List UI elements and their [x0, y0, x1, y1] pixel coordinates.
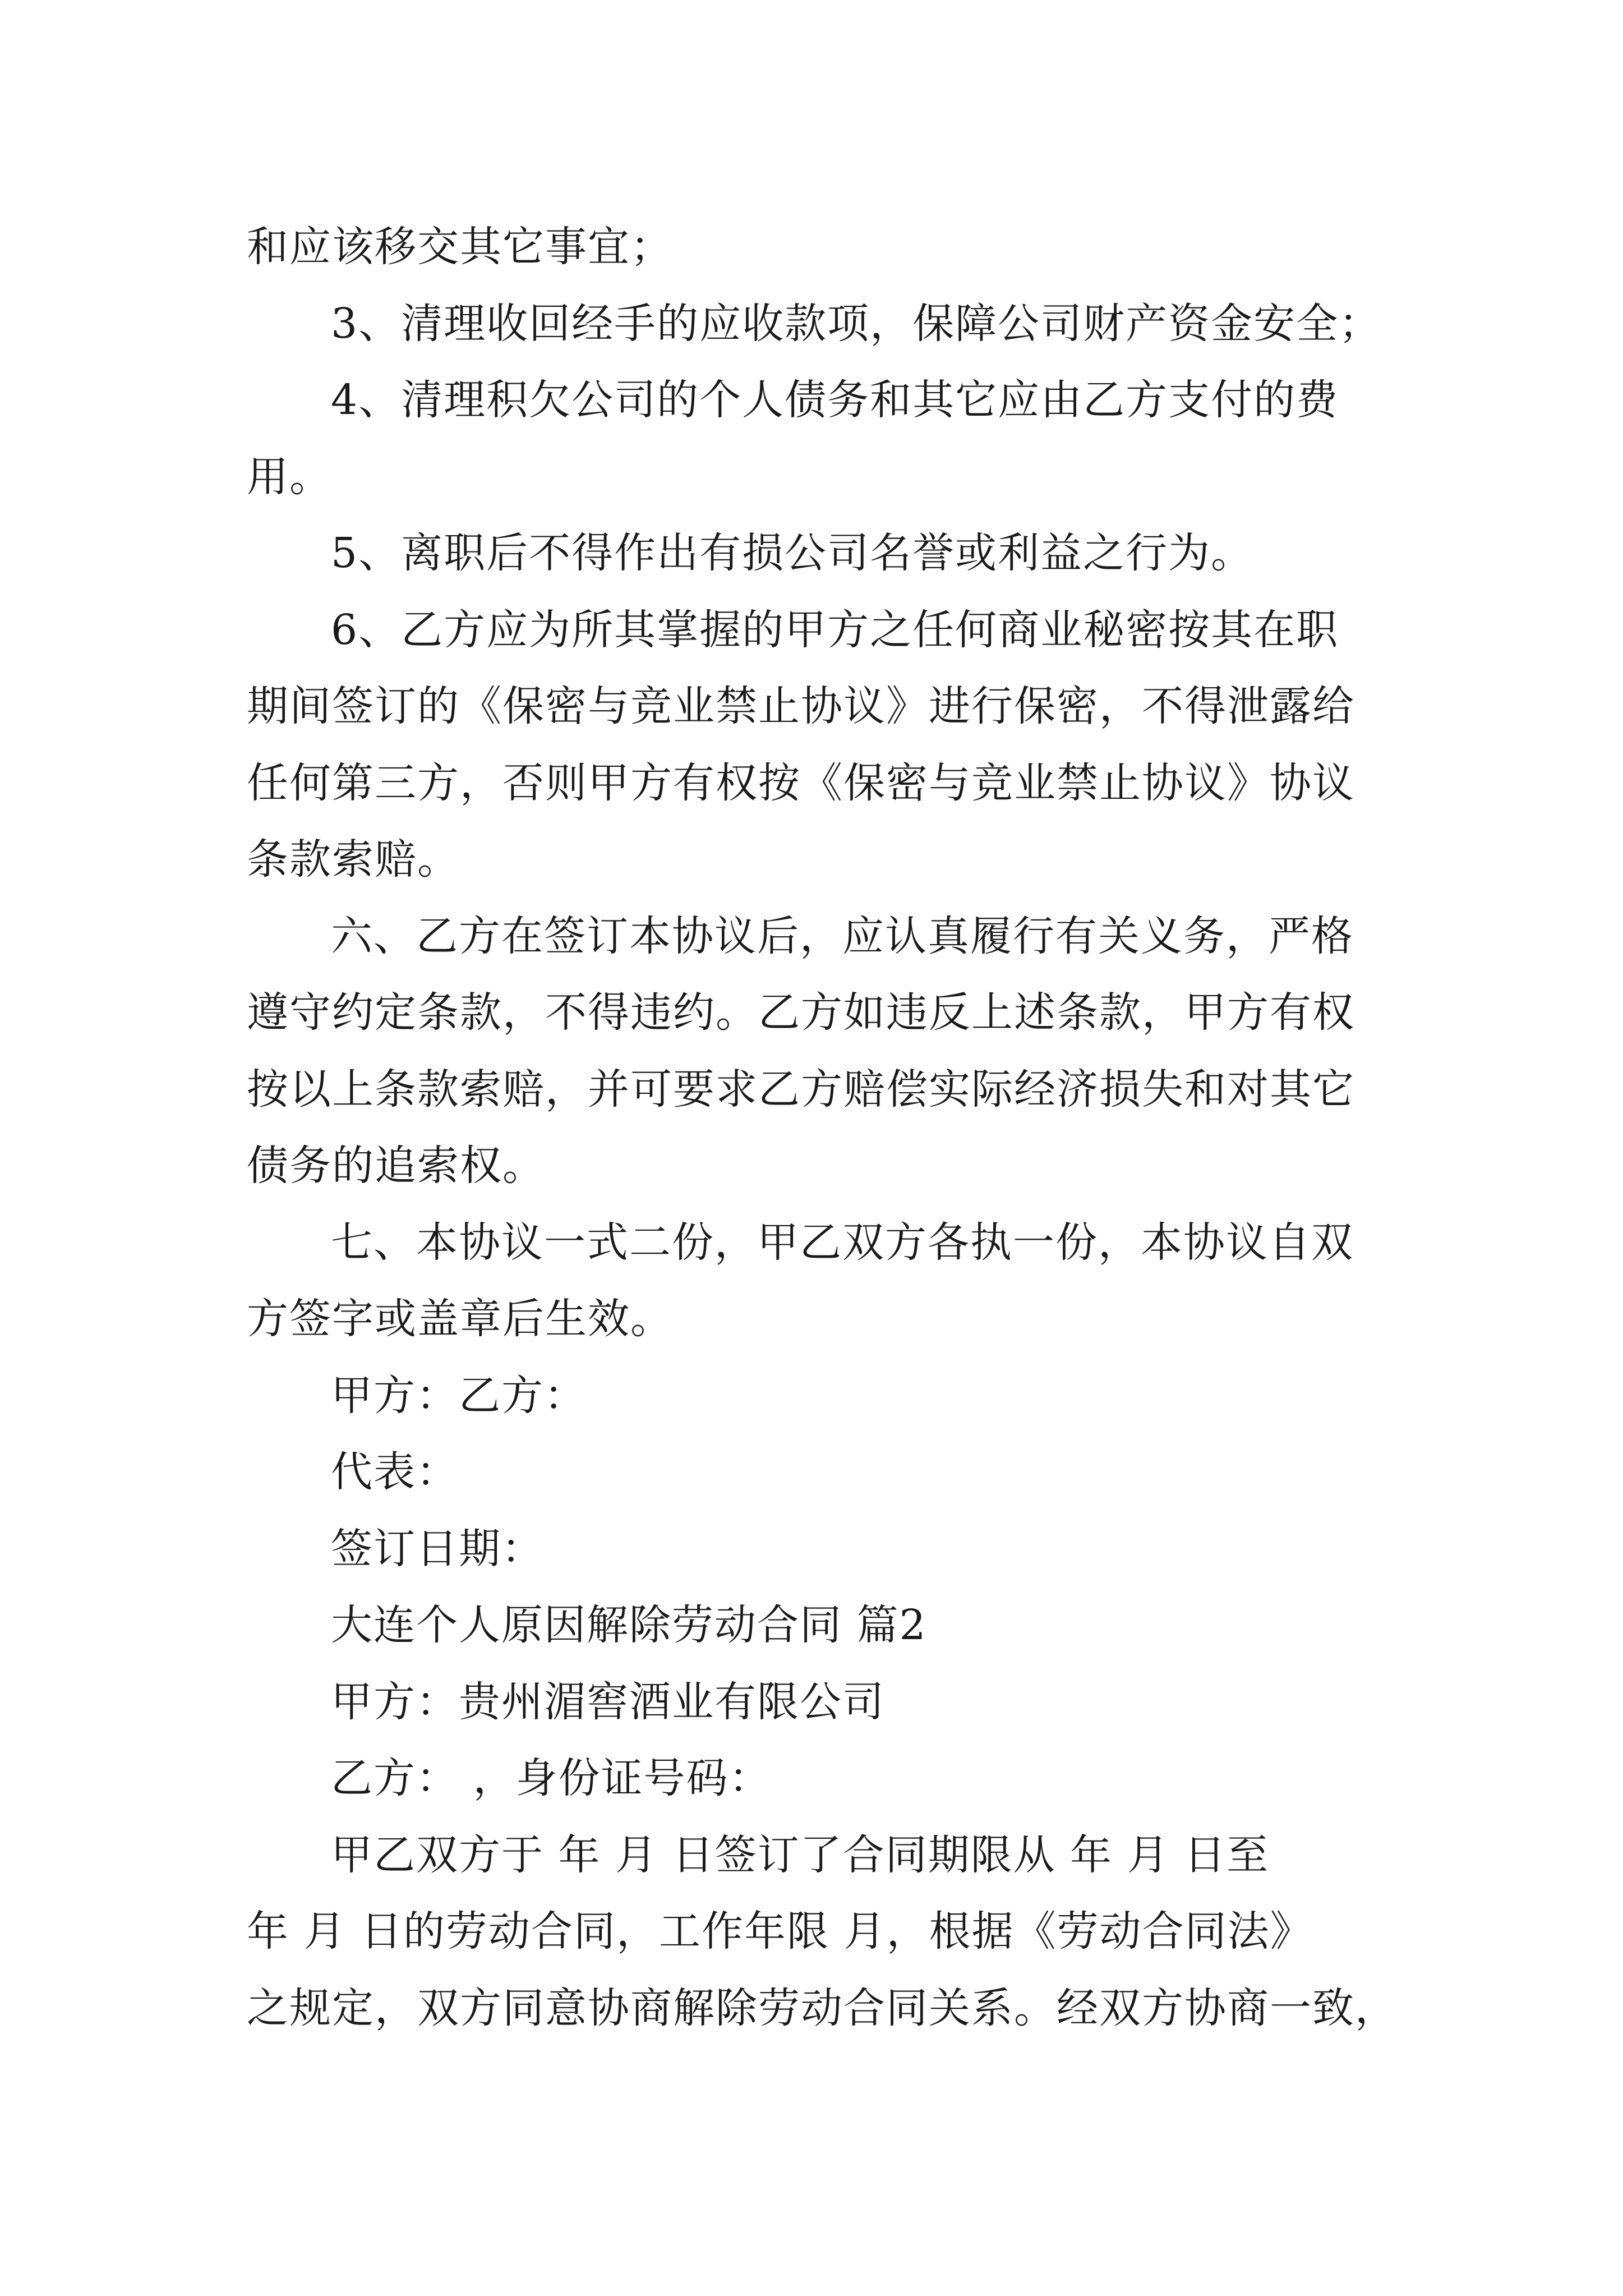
text-line: 债务的追索权。	[247, 1142, 545, 1190]
section-heading: 大连个人原因解除劳动合同 篇2	[331, 1601, 927, 1649]
text-line: 用。	[247, 452, 332, 501]
text-line: 条款索赔。	[247, 835, 460, 884]
text-line: 期间签订的《保密与竞业禁止协议》进行保密，不得泄露给	[247, 682, 1355, 730]
text-line: 遵守约定条款，不得违约。乙方如违反上述条款，甲方有权	[247, 988, 1355, 1037]
text-line: 和应该移交其它事宜；	[247, 223, 673, 271]
text-line: 6、乙方应为所其掌握的甲方之任何商业秘密按其在职	[331, 605, 1339, 654]
document-body	[247, 209, 1398, 2046]
text-line: 甲乙双方于 年 月 日签订了合同期限从 年 月 日至	[331, 1830, 1270, 1879]
signature-party-line: 甲方：乙方：	[331, 1371, 587, 1420]
text-line: 3、清理收回经手的应收款项，保障公司财产资金安全；	[331, 299, 1382, 348]
text-line: 任何第三方，否则甲方有权按《保密与竞业禁止协议》协议	[247, 758, 1355, 807]
text-line: 按以上条款索赔，并可要求乙方赔偿实际经济损失和对其它	[247, 1065, 1355, 1114]
text-line: 六、乙方在签订本协议后，应认真履行有关义务，严格	[331, 912, 1354, 960]
text-line: 4、清理积欠公司的个人债务和其它应由乙方支付的费	[331, 376, 1339, 424]
text-line: 方签字或盖章后生效。	[247, 1295, 673, 1343]
signature-representative-line: 代表：	[331, 1448, 459, 1496]
party-b-line: 乙方： ，身份证号码：	[331, 1754, 772, 1802]
text-line: 年 月 日的劳动合同，工作年限 月，根据《劳动合同法》	[247, 1907, 1313, 1955]
text-line: 七、本协议一式二份，甲乙双方各执一份，本协议自双	[331, 1218, 1354, 1267]
party-a-line: 甲方：贵州湄窖酒业有限公司	[331, 1677, 885, 1726]
signature-date-line: 签订日期：	[331, 1524, 544, 1573]
text-line: 之规定，双方同意协商解除劳动合同关系。经双方协商一致，	[247, 1984, 1398, 2032]
text-line: 5、离职后不得作出有损公司名誉或利益之行为。	[331, 529, 1254, 577]
